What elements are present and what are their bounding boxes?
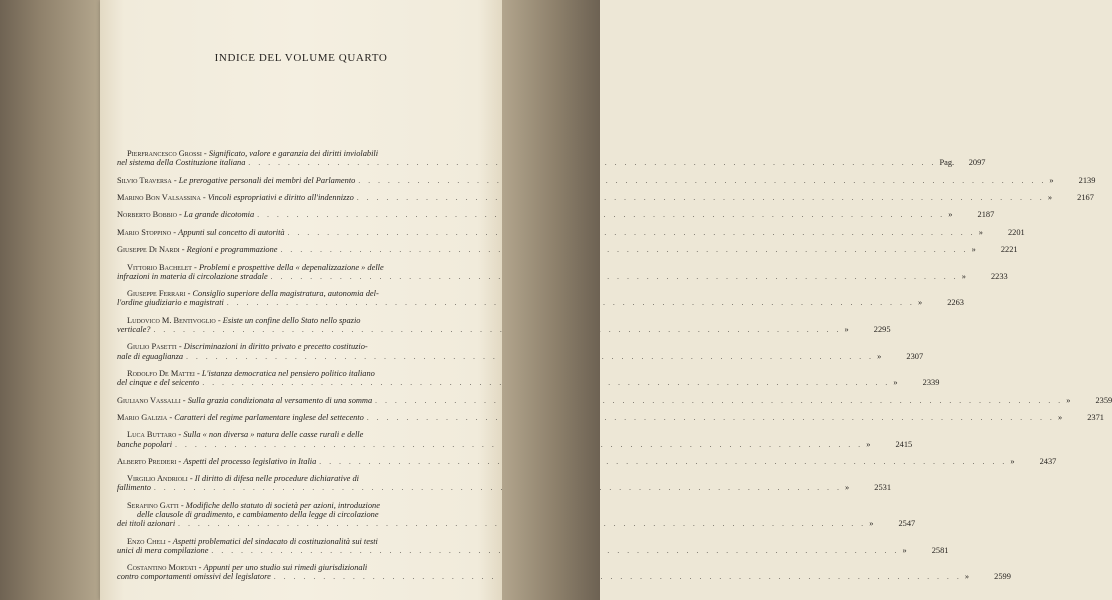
toc-entry bbox=[117, 342, 924, 361]
page-reference bbox=[877, 352, 923, 361]
entry-title: Il diritto di difesa nelle procedure dichiarative di bbox=[194, 474, 359, 484]
entry-title: delle clausole di gradimento, e cambiamento della legge di circolazione bbox=[137, 510, 379, 520]
page-reference bbox=[1010, 457, 1056, 466]
page-reference bbox=[1048, 193, 1094, 202]
page-prefix: » bbox=[845, 483, 850, 493]
toc-entry-line bbox=[117, 351, 924, 362]
page-number: 2359 bbox=[1095, 395, 1112, 405]
entry-title: infrazioni in materia di circolazione stradale bbox=[117, 271, 268, 281]
entry-author: Enzo Cheli bbox=[127, 536, 166, 546]
toc-entry-line: Silvio Traversa - Le prerogative personali dei membri del Parlamento . . . » 2139 bbox=[117, 176, 488, 186]
toc-entry-line: Ludovico M. Bentivoglio - Esiste un confine dello Stato nello spazio bbox=[127, 315, 361, 325]
toc-entry-line bbox=[117, 158, 986, 168]
page-number: 2531 bbox=[874, 483, 892, 493]
toc-entry bbox=[117, 500, 916, 530]
page-prefix: » bbox=[869, 519, 874, 529]
entry-author: Giuseppe Di Nardi bbox=[117, 245, 180, 255]
toc-entry-line: Giuseppe Di Nardi - Regioni e programmazione . . . » 2221 bbox=[117, 245, 488, 255]
page-number: 2263 bbox=[947, 298, 964, 308]
page-prefix: » bbox=[1010, 456, 1015, 466]
page-number: 2233 bbox=[990, 271, 1008, 281]
page-prefix: » bbox=[1057, 412, 1063, 422]
toc-entry-line: Marino Bon Valsassina - Vincoli espropriativi e diritto all'indennizzo . . . » 2167 bbox=[117, 193, 488, 203]
entry-title: Appunti per uno studio sui rimedi giurisdizionali bbox=[203, 563, 368, 573]
toc-entry bbox=[117, 289, 964, 308]
toc-entry bbox=[117, 149, 986, 168]
dot-leader bbox=[355, 177, 1049, 186]
entry-author: Mario Stoppino bbox=[117, 227, 172, 237]
entry-title: banche popolari bbox=[117, 439, 173, 449]
toc-entry-line bbox=[117, 545, 949, 556]
entry-title: Modifiche dello statuto di società per azioni, introduzione bbox=[185, 500, 380, 510]
page-prefix: » bbox=[902, 545, 907, 555]
page-number: 2307 bbox=[906, 351, 924, 361]
entry-title: Le prerogative personali dei membri del Parlamento bbox=[178, 175, 356, 185]
toc-entry-line: Giuliano Vassalli - Sulla grazia condizionata al versamento di una somma . . . » 2359 bbox=[117, 396, 488, 406]
toc-entry bbox=[117, 430, 913, 449]
page-reference bbox=[948, 210, 994, 219]
page-prefix: » bbox=[1066, 395, 1071, 405]
entry-author: Ludovico M. Bentivoglio bbox=[127, 315, 216, 325]
page-number: 2547 bbox=[898, 519, 916, 529]
toc-entry bbox=[117, 412, 1104, 423]
toc-entry-line: Luca Buttaro - Sulla « non diversa » natura delle casse rurali e delle bbox=[127, 430, 364, 440]
dot-leader bbox=[268, 273, 962, 282]
page-number: 2599 bbox=[994, 572, 1011, 582]
entry-author: Silvio Traversa bbox=[117, 175, 172, 185]
toc-entry bbox=[117, 210, 995, 220]
entry-title: Consiglio superiore della magistratura, autonomia del- bbox=[192, 289, 379, 299]
entry-title: del cinque e del seicento bbox=[117, 378, 200, 388]
toc-entry-line: Norberto Bobbio - La grande dicotomia . . . » 2187 bbox=[117, 210, 488, 220]
entry-title: unici di mera compilazione bbox=[117, 545, 209, 555]
entry-author: Marino Bon Valsassina bbox=[117, 192, 201, 202]
entry-title: Appunti sul concetto di autorità bbox=[178, 227, 285, 237]
page-prefix: » bbox=[961, 271, 966, 281]
dot-leader bbox=[316, 458, 1010, 467]
page-reference bbox=[1066, 396, 1112, 405]
page-reference bbox=[918, 298, 964, 307]
toc-entry bbox=[117, 175, 1096, 186]
entry-author: Luca Buttaro bbox=[127, 430, 177, 440]
page-reference bbox=[845, 483, 891, 492]
entry-title: l'ordine giudiziario e magistrati bbox=[117, 298, 224, 308]
toc-entry bbox=[117, 395, 1112, 406]
page-number: 2415 bbox=[895, 439, 913, 449]
toc-entry-line: Giulio Pasetti - Discriminazioni in diritto privato e precetto costituzio- bbox=[127, 342, 368, 352]
entry-title: Sulla « non diversa » natura delle casse rurali e delle bbox=[183, 430, 364, 440]
toc-entry bbox=[117, 262, 1008, 282]
entry-title: nale di eguaglianza bbox=[117, 351, 184, 361]
entry-author: Rodolfo De Mattei bbox=[127, 368, 195, 378]
page-number: 2187 bbox=[977, 210, 995, 220]
page-reference bbox=[979, 228, 1025, 237]
dot-leader bbox=[254, 211, 948, 220]
table-of-contents bbox=[117, 149, 1112, 590]
page-number: 2339 bbox=[922, 378, 940, 388]
toc-entry bbox=[117, 536, 949, 556]
entry-author: Giuliano Vassalli bbox=[117, 395, 181, 405]
entry-author: Pierfrancesco Grossi bbox=[127, 149, 202, 158]
entry-title: La grande dicotomia bbox=[183, 210, 255, 220]
page-number: 2167 bbox=[1077, 192, 1094, 202]
toc-entry-line: Giuseppe Ferrari - Consiglio superiore della magistratura, autonomia del- bbox=[127, 289, 379, 299]
toc-entry-line: Vittorio Bachelet - Problemi e prospettive della « depenalizzazione » delle bbox=[127, 262, 384, 272]
page-number: 2295 bbox=[873, 324, 891, 334]
page-number: 2437 bbox=[1039, 456, 1057, 466]
page-reference bbox=[893, 378, 939, 387]
entry-title: Significato, valore e garanzia dei diritti inviolabili bbox=[208, 149, 379, 158]
toc-entry bbox=[117, 368, 940, 388]
toc-entry-line: Rodolfo De Mattei - L'istanza democratica nel pensiero politico italiano bbox=[127, 368, 375, 378]
page-reference bbox=[869, 519, 915, 528]
dot-leader bbox=[278, 246, 972, 255]
entry-author: Alberto Predieri bbox=[117, 456, 177, 466]
toc-entry-line: Mario Galizia - Caratteri del regime parlamentare inglese del settecento . . . » 2371 bbox=[117, 413, 488, 423]
entry-author: Costantino Mortati bbox=[127, 563, 197, 573]
page-reference bbox=[866, 440, 912, 449]
dot-leader bbox=[271, 573, 965, 582]
entry-title: nel sistema della Costituzione italiana bbox=[117, 158, 246, 168]
page-prefix: » bbox=[948, 210, 953, 220]
toc-entry bbox=[117, 227, 1025, 238]
entry-title: Vincoli espropriativi e diritto all'indennizzo bbox=[207, 192, 354, 202]
page-reference bbox=[902, 546, 948, 555]
toc-entry bbox=[117, 474, 892, 493]
toc-entry-line bbox=[117, 483, 892, 493]
entry-title: Aspetti problematici del sindacato di costituzionalità sui testi bbox=[172, 536, 378, 546]
dot-leader bbox=[364, 414, 1058, 423]
entry-title: Sulla grazia condizionata al versamento di una somma bbox=[187, 395, 373, 405]
page-prefix: Pag. bbox=[939, 158, 955, 168]
toc-entry-line bbox=[117, 510, 488, 519]
dot-leader bbox=[150, 326, 844, 335]
page-reference bbox=[1049, 176, 1095, 185]
toc-entry bbox=[117, 192, 1094, 203]
page-reference bbox=[965, 572, 1011, 581]
page-prefix: » bbox=[1049, 175, 1054, 185]
toc-entry-line bbox=[117, 271, 1008, 282]
page-number: 2221 bbox=[1000, 245, 1018, 255]
toc-entry-line: Enzo Cheli - Aspetti problematici del sindacato di costituzionalità sui testi bbox=[127, 536, 378, 546]
dot-leader bbox=[372, 397, 1066, 406]
entry-title: Problemi e prospettive della « depenalizzazione » delle bbox=[198, 262, 384, 272]
entry-author: Virgilio Andrioli bbox=[127, 474, 188, 484]
page-number: 2201 bbox=[1007, 227, 1025, 237]
entry-author: Giulio Pasetti bbox=[127, 342, 177, 352]
page-prefix: » bbox=[866, 439, 871, 449]
entry-title: dei titoli azionari bbox=[117, 519, 176, 529]
page-number: 2371 bbox=[1087, 412, 1104, 422]
toc-entry-line: Serafino Gatti - Modifiche dello statuto di società per azioni, introduzione bbox=[127, 500, 380, 510]
toc-entry-line: Alberto Predieri - Aspetti del processo legislativo in Italia . . . » 2437 bbox=[117, 457, 488, 467]
entry-title: contro comportamenti omissivi del legislatore bbox=[117, 572, 271, 582]
page-prefix: » bbox=[877, 351, 882, 361]
page-prefix: » bbox=[1047, 192, 1053, 202]
dot-leader bbox=[285, 229, 979, 238]
toc-entry bbox=[117, 315, 891, 335]
page-reference bbox=[845, 325, 891, 334]
page-number: 2139 bbox=[1078, 175, 1096, 185]
page-number: 2581 bbox=[931, 545, 949, 555]
entry-title: Discriminazioni in diritto privato e precetto costituzio- bbox=[183, 342, 368, 352]
page-prefix: » bbox=[893, 378, 898, 388]
book-edge-left bbox=[0, 0, 100, 600]
entry-title: Aspetti del processo legislativo in Italia bbox=[183, 456, 317, 466]
entry-author: Serafino Gatti bbox=[127, 500, 179, 510]
toc-entry-line: Costantino Mortati - Appunti per uno studio sui rimedi giurisdizionali bbox=[127, 563, 368, 573]
entry-title: Esiste un confine dello Stato nello spazio bbox=[222, 315, 361, 325]
entry-author: Vittorio Bachelet bbox=[127, 262, 192, 272]
entry-title: verticale? bbox=[117, 324, 151, 334]
toc-entry-line bbox=[117, 572, 1011, 582]
entry-author: Giuseppe Ferrari bbox=[127, 289, 186, 299]
toc-entry bbox=[117, 245, 1018, 255]
page-prefix: » bbox=[978, 227, 983, 237]
toc-entry-line bbox=[117, 324, 891, 335]
dot-leader bbox=[151, 484, 845, 493]
toc-entry-line bbox=[117, 519, 916, 529]
book-edge-right bbox=[502, 0, 600, 600]
entry-title: fallimento bbox=[117, 483, 151, 493]
toc-entry-line: Virgilio Andrioli - Il diritto di difesa nelle procedure dichiarative di bbox=[127, 474, 359, 484]
dot-leader bbox=[354, 194, 1048, 203]
toc-entry-line bbox=[117, 439, 913, 450]
toc-entry bbox=[117, 563, 1011, 582]
book-page bbox=[100, 0, 1112, 600]
page-title: INDICE DEL VOLUME QUARTO bbox=[214, 52, 388, 64]
toc-entry-line: Mario Stoppino - Appunti sul concetto di autorità . . . » 2201 bbox=[117, 228, 488, 238]
page-prefix: » bbox=[844, 324, 849, 334]
entry-title: Regioni e programmazione bbox=[186, 245, 278, 255]
entry-title: L'istanza democratica nel pensiero politico italiano bbox=[201, 368, 375, 378]
page-reference bbox=[972, 245, 1018, 254]
entry-author: Mario Galizia bbox=[117, 412, 168, 422]
page-reference bbox=[1058, 413, 1104, 422]
page-number: 2097 bbox=[968, 158, 986, 168]
toc-entry-line: Pierfrancesco Grossi - Significato, valore e garanzia dei diritti inviolabili bbox=[127, 149, 379, 158]
toc-entry-line bbox=[117, 378, 940, 388]
page-prefix: » bbox=[964, 572, 970, 582]
page-reference bbox=[962, 272, 1008, 281]
toc-entry-line bbox=[117, 298, 964, 308]
entry-title: Caratteri del regime parlamentare inglese del settecento bbox=[174, 412, 364, 422]
entry-author: Norberto Bobbio bbox=[117, 210, 177, 220]
toc-entry bbox=[117, 456, 1057, 467]
page-prefix: » bbox=[971, 245, 976, 255]
page-reference bbox=[939, 158, 985, 167]
page-prefix: » bbox=[917, 298, 923, 308]
